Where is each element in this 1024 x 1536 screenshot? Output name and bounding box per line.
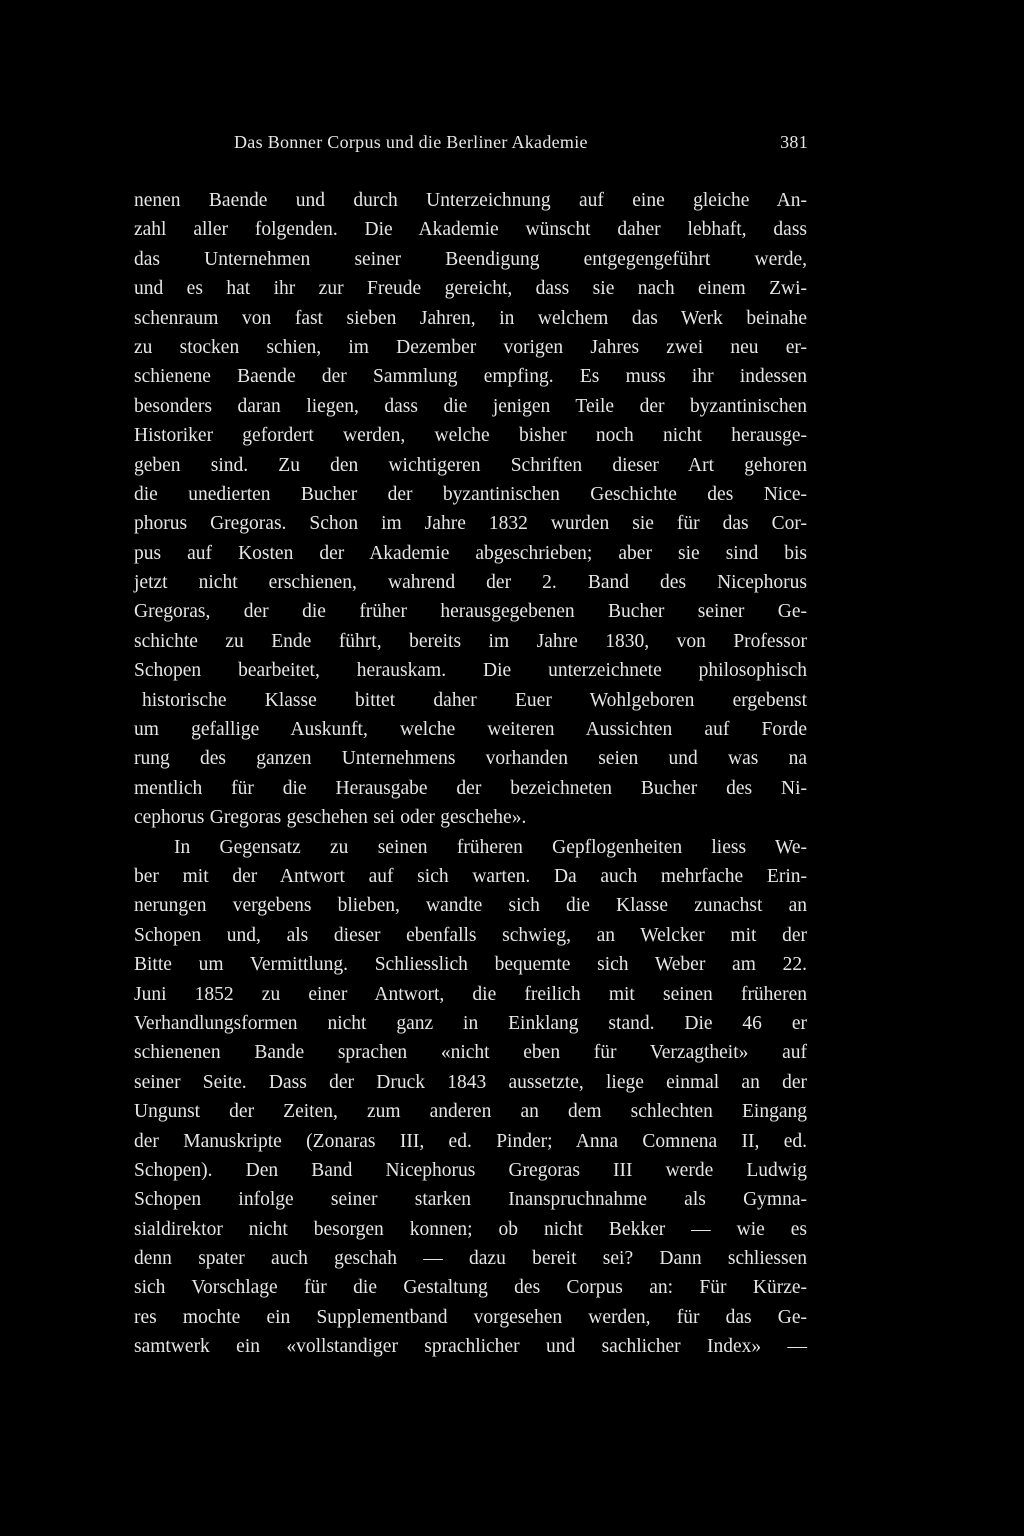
text-line: und es hat ihr zur Freude gereicht, dass sie nach einem Zwi- — [134, 278, 807, 300]
text-line: schienenen Bande sprachen «nicht eben für Verzagtheit» auf — [134, 1042, 807, 1064]
text-line: Schopen). Den Band Nicephorus Gregoras III werde Ludwig — [134, 1159, 807, 1181]
text-line: schenraum von fast sieben Jahren, in welchem das Werk beinahe — [134, 307, 807, 329]
text-line: Schopen infolge seiner starken Inanspruchnahme als Gymna- — [134, 1189, 807, 1211]
text-line: das Unternehmen seiner Beendigung entgegengeführt werde, — [134, 248, 807, 270]
text-line: historische Klasse bittet daher Euer Wohlgeboren ergebenst — [142, 689, 807, 711]
text-line: Bitte um Vermittlung. Schliesslich bequemte sich Weber am 22. — [134, 954, 807, 976]
text-line: pus auf Kosten der Akademie abgeschrieben; aber sie sind bis — [134, 542, 807, 564]
page-number: 381 — [780, 132, 808, 152]
running-head-title: Das Bonner Corpus und die Berliner Akademie — [234, 132, 588, 152]
text-line: phorus Gregoras. Schon im Jahre 1832 wurden sie für das Cor- — [134, 513, 807, 535]
text-line: res mochte ein Supplementband vorgesehen werden, für das Ge- — [134, 1306, 807, 1328]
text-line: cephorus Gregoras geschehen sei oder geschehe». — [134, 807, 527, 829]
text-line: nenen Baende und durch Unterzeichnung auf eine gleiche An- — [134, 190, 807, 211]
text-line: Verhandlungsformen nicht ganz in Einklang stand. Die 46 er — [134, 1012, 807, 1034]
running-head — [234, 132, 808, 158]
text-line: denn spater auch geschah — dazu bereit sei? Dann schliessen — [134, 1248, 807, 1270]
text-line: schichte zu Ende führt, bereits im Jahre 1830, von Professor — [134, 630, 807, 652]
text-line: rung des ganzen Unternehmens vorhanden seien und was na — [134, 748, 807, 770]
text-line: samtwerk ein «vollstandiger sprachlicher und sachlicher Index» — — [134, 1336, 807, 1358]
text-line: Juni 1852 zu einer Antwort, die freilich mit seinen früheren — [134, 983, 807, 1005]
text-line: seiner Seite. Dass der Druck 1843 aussetzte, liege einmal an der — [134, 1071, 807, 1093]
text-line: jetzt nicht erschienen, wahrend der 2. Band des Nicephorus — [134, 572, 807, 594]
text-line: schienene Baende der Sammlung empfing. Es muss ihr indessen — [134, 366, 807, 388]
text-line: Historiker gefordert werden, welche bisher noch nicht herausge- — [134, 425, 807, 447]
text-line: nerungen vergebens blieben, wandte sich die Klasse zunachst an — [134, 895, 807, 917]
text-line: Gregoras, der die früher herausgegebenen Bucher seiner Ge- — [134, 601, 807, 623]
text-line: der Manuskripte (Zonaras III, ed. Pinder; Anna Comnena II, ed. — [134, 1130, 807, 1152]
text-line: die unedierten Bucher der byzantinischen Geschichte des Nice- — [134, 483, 807, 505]
text-line: um gefallige Auskunft, welche weiteren Aussichten auf Forde — [134, 719, 807, 741]
text-line: In Gegensatz zu seinen früheren Gepflogenheiten liess We- — [174, 836, 807, 858]
text-line: mentlich für die Herausgabe der bezeichneten Bucher des Ni- — [134, 777, 807, 799]
body-text — [134, 186, 807, 1362]
text-line: zahl aller folgenden. Die Akademie wünscht daher lebhaft, dass — [134, 219, 807, 241]
text-line: geben sind. Zu den wichtigeren Schriften dieser Art gehoren — [134, 454, 807, 476]
text-line: besonders daran liegen, dass die jenigen Teile der byzantinischen — [134, 395, 807, 417]
text-line: sich Vorschlage für die Gestaltung des Corpus an: Für Kürze- — [134, 1277, 807, 1299]
text-line: ber mit der Antwort auf sich warten. Da auch mehrfache Erin- — [134, 865, 807, 887]
text-line: Schopen und, als dieser ebenfalls schwieg, an Welcker mit der — [134, 924, 807, 946]
text-line: sialdirektor nicht besorgen konnen; ob nicht Bekker — wie es — [134, 1218, 807, 1240]
text-line: zu stocken schien, im Dezember vorigen Jahres zwei neu er- — [134, 336, 807, 358]
text-line: Schopen bearbeitet, herauskam. Die unterzeichnete philosophisch — [134, 660, 807, 682]
text-line: Ungunst der Zeiten, zum anderen an dem schlechten Eingang — [134, 1101, 807, 1123]
